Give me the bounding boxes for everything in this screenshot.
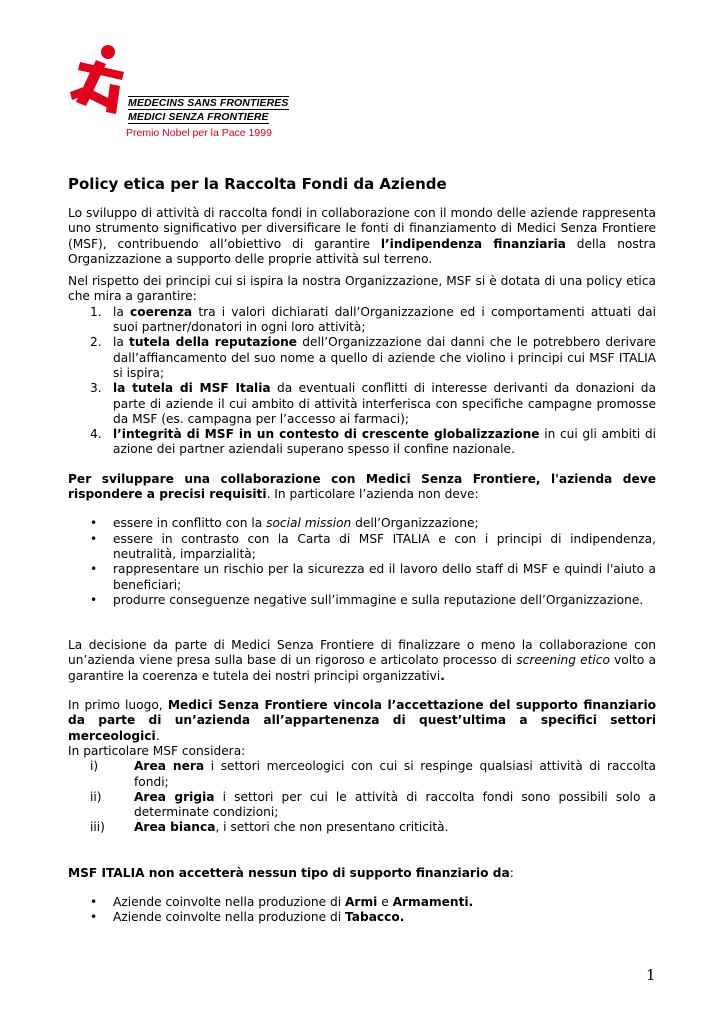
bullet: • — [90, 894, 98, 909]
page-title: Policy etica per la Raccolta Fondi da Aziende — [68, 175, 447, 193]
msf-logo — [66, 44, 296, 140]
list-item — [68, 759, 656, 790]
sectors-text: In primo luogo, — [68, 698, 168, 713]
list-number: ii) — [90, 789, 102, 804]
list-item — [68, 381, 656, 427]
refusal-list — [68, 895, 656, 926]
item-text: dell’Organizzazione; — [351, 516, 479, 531]
document-body — [68, 206, 656, 926]
logo-nobel-prize: Premio Nobel per la Pace 1999 — [126, 127, 272, 139]
item-text: essere in conflitto con la — [113, 516, 267, 531]
refusal-bold: MSF ITALIA non accetterà nessun tipo di supporto finanziario da — [68, 865, 510, 880]
item-text: da eventuali conflitti di interesse derivanti da donazioni da parte di aziende il cui ambito di attività interferisca con specifiche campagne promosse da MSF (es. campagna per l’accesso ai farmaci); — [113, 381, 656, 426]
list-item — [68, 516, 656, 531]
list-item — [68, 532, 656, 563]
item-text: i settori merceologici con cui si respinge qualsiasi attività di raccolta fondi; — [134, 759, 656, 789]
item-bold: coerenza — [130, 304, 193, 319]
list-number: 1. — [90, 304, 102, 319]
list-item — [68, 593, 656, 608]
item-bold: l’integrità di MSF in un contesto di crescente globalizzazione — [113, 427, 540, 442]
item-text: Aziende coinvolte nella produzione di — [113, 894, 345, 909]
list-item — [68, 305, 656, 336]
list-number: i) — [90, 759, 99, 774]
item-text: dell’Organizzazione dai danni che le potrebbero derivare dall’affiancamento del suo nome a quello di aziende che violino i principi cui MSF ITALIA si ispira; — [113, 335, 656, 380]
requirements-list — [68, 516, 656, 608]
list-item — [68, 562, 656, 593]
item-bold: Tabacco. — [345, 910, 405, 925]
list-number: 2. — [90, 335, 102, 350]
item-bold: la tutela di MSF Italia — [113, 381, 271, 396]
item-text: la — [113, 335, 130, 350]
refusal-paragraph — [68, 866, 656, 881]
requirements-text: . In particolare l’azienda non deve: — [266, 487, 479, 502]
decision-bold-end: . — [440, 668, 445, 683]
list-item — [68, 820, 656, 835]
list-number: iii) — [90, 820, 105, 835]
principles-list — [68, 305, 656, 458]
intro-bold: l’indipendenza finanziaria — [380, 236, 566, 251]
item-bold: tutela della reputazione — [129, 335, 298, 350]
logo-line-msf-fr: MEDECINS SANS FRONTIERES — [128, 97, 289, 109]
decision-text: La decisione da parte di Medici Senza Frontiere di finalizzare o meno la collaborazione con un’azienda viene presa sulla base di un rigoroso e articolato processo di — [68, 638, 656, 668]
item-bold: Area bianca — [134, 820, 216, 835]
item-text: e — [377, 894, 393, 909]
bullet: • — [90, 516, 98, 531]
item-italic: social mission — [266, 516, 352, 531]
item-bold: Area nera — [134, 759, 205, 774]
sectors-bold: Medici Senza Frontiere vincola l’accettazione del supporto finanziario da parte di un’azienda all’appartenenza di quest’ultima a specifici settori merceologici — [68, 698, 656, 743]
requirements-bold: Per sviluppare una collaborazione con Medici Senza Frontiere, l'azienda deve rispondere a precisi requisiti — [68, 471, 656, 502]
item-text: , i settori che non presentano criticità. — [215, 820, 449, 835]
sectors-text: . — [155, 728, 160, 743]
bullet: • — [90, 531, 98, 546]
item-text: rappresentare un rischio per la sicurezza ed il lavoro dello staff di MSF e quindi l'aiuto a beneficiari; — [113, 562, 656, 592]
bullet: • — [90, 910, 98, 925]
item-text: Aziende coinvolte nella produzione di — [113, 910, 345, 925]
decision-paragraph — [68, 638, 656, 684]
list-item — [68, 910, 656, 925]
refusal-text: : — [509, 865, 514, 880]
bullet: • — [90, 562, 98, 577]
intro-text-a: Lo sviluppo di attività di raccolta fondi in collaborazione con il mondo delle aziende rappresenta uno strumento significativo per diversificare le fonti di finanziamento di Medici Senza Frontiere (MSF), contribuendo all’obiettivo di garantire — [68, 206, 656, 251]
item-bold: Armamenti. — [392, 894, 474, 909]
intro-text-b: della nostra Organizzazione a supporto delle proprie attività sul terreno. — [68, 236, 656, 266]
list-item — [68, 895, 656, 910]
item-text: la — [113, 304, 131, 319]
sectors-paragraph — [68, 698, 656, 744]
list-number: 4. — [90, 427, 102, 442]
requirements-paragraph — [68, 472, 656, 503]
intro-paragraph — [68, 206, 656, 267]
item-bold: Armi — [345, 894, 378, 909]
item-text: in cui gli ambiti di azione dei partner aziendali superano spesso il confine nazionale. — [113, 427, 656, 457]
item-text: produrre conseguenze negative sull’immagine e sulla reputazione dell’Organizzazione. — [113, 592, 644, 607]
bullet: • — [90, 592, 98, 607]
item-text: essere in contrasto con la Carta di MSF ITALIA e con i principi di indipendenza, neutralità, imparzialità; — [113, 531, 656, 561]
list-number: 3. — [90, 381, 102, 396]
policy-paragraph: Nel rispetto dei principi cui si ispira la nostra Organizzazione, MSF si è dotata di una policy etica che mira a garantire: — [68, 274, 656, 304]
item-text: i settori per cui le attività di raccolta fondi sono possibili solo a determinate condizioni; — [134, 789, 657, 820]
item-bold: Area grigia — [134, 789, 215, 804]
decision-italic: screening etico — [516, 653, 610, 668]
list-item — [68, 335, 656, 381]
sectors-considers: In particolare MSF considera: — [68, 743, 246, 758]
msf-running-figure-logo-icon — [66, 44, 128, 120]
logo-line-msf-it: MEDICI SENZA FRONTIERE — [128, 111, 269, 123]
decision-text: volto a garantire la coerenza e tutela dei nostri principi organizzativi — [68, 653, 656, 683]
list-item — [68, 790, 656, 821]
item-text: tra i valori dichiarati dall’Organizzazione ed i comportamenti attuati dai suoi partner/donatori in ogni loro attività; — [113, 304, 656, 335]
list-item — [68, 427, 656, 458]
sectors-list — [68, 759, 656, 835]
page-number: 1 — [646, 966, 656, 984]
